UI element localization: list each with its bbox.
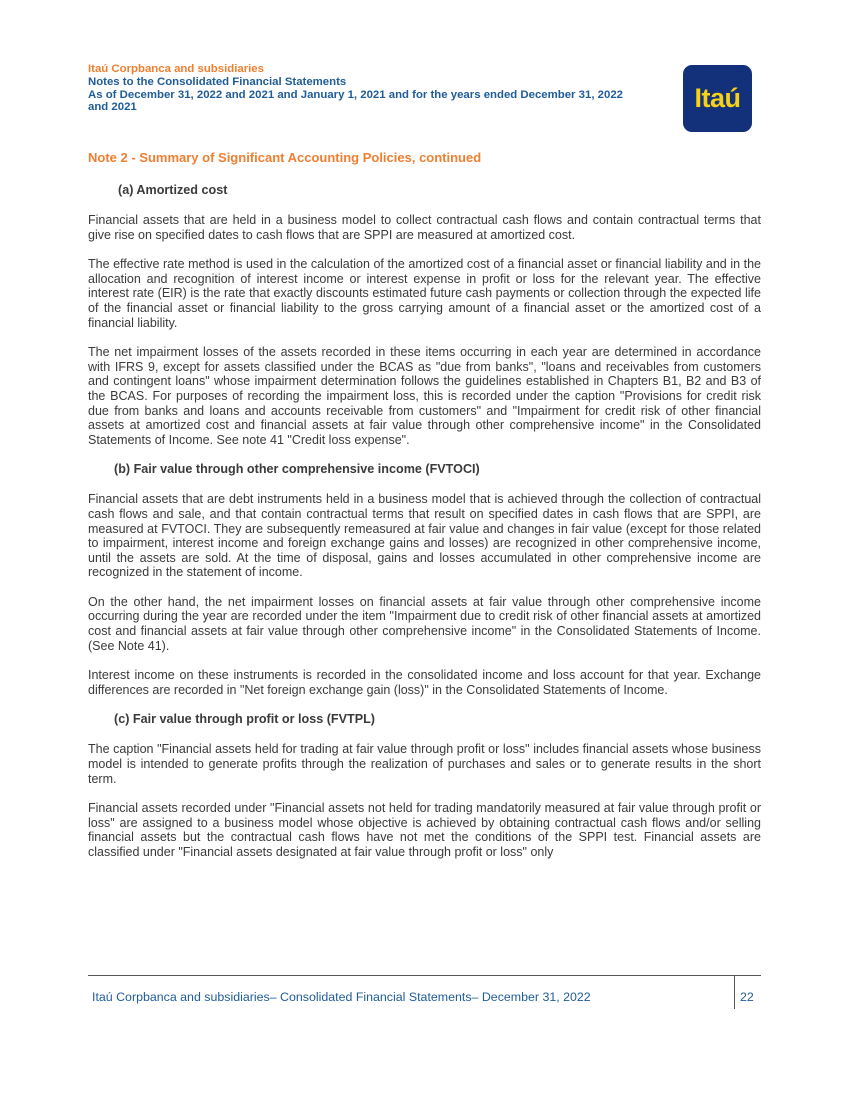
footer-rule xyxy=(88,975,761,976)
note-title: Note 2 - Summary of Significant Accounting Policies, continued xyxy=(88,150,482,165)
header-company: Itaú Corpbanca and subsidiaries xyxy=(88,63,264,75)
header-period-line1: As of December 31, 2022 and 2021 and January 1, 2021 and for the years ended December 31, 2022 xyxy=(88,88,623,101)
section-a-paragraph-3: The net impairment losses of the assets recorded in these items occurring in each year are determined in accordance with IFRS 9, except for assets classified under the BCAS as "due from banks", "loans and receivables from customers and contingent loans" whose impairment determination follows the guidelines established in Chapters B1, B2 and B3 of the BCAS. For purposes of recording the impairment loss, this is recorded under the caption "Provisions for credit risk due from banks and loans and accounts receivable from customers" and "Impairment for credit risk of other financial assets at amortized cost and financial assets at fair value through other comprehensive income" in the Consolidated Statements of Income. See note 41 "Credit loss expense". xyxy=(88,345,761,447)
document-body xyxy=(88,183,761,875)
logo-text: Itaú xyxy=(694,83,741,113)
section-c-paragraph-1: The caption "Financial assets held for trading at fair value through profit or loss" includes financial assets whose business model is intended to generate profits through the realization of purchases and sales or to generate results in the short term. xyxy=(88,742,761,786)
footer-divider xyxy=(734,976,735,1009)
document-header xyxy=(88,63,688,114)
section-a-paragraph-2: The effective rate method is used in the calculation of the amortized cost of a financial asset or financial liability and in the allocation and recognition of interest income or interest expense in profit or loss for the relevant year. The effective interest rate (EIR) is the rate that exactly discounts estimated future cash payments or collection through the expected life of the financial asset or financial liability to the gross carrying amount of a financial asset or the amortized cost of a financial liability. xyxy=(88,257,761,330)
section-b-paragraph-3: Interest income on these instruments is recorded in the consolidated income and loss account for that year. Exchange differences are recorded in "Net foreign exchange gain (loss)" in the Consolidated Statements of Income. xyxy=(88,668,761,697)
section-a-paragraph-1: Financial assets that are held in a business model to collect contractual cash flows and contain contractual terms that give rise on specified dates to cash flows that are SPPI are measured at amortized cost. xyxy=(88,213,761,242)
section-b-paragraph-2: On the other hand, the net impairment losses on financial assets at fair value through other comprehensive income occurring during the year are recorded under the item "Impairment due to credit risk of other financial assets at amortized cost and financial assets at fair value through other comprehensive income" in the Consolidated Statements of Income. (See Note 41). xyxy=(88,594,761,653)
section-c-paragraph-2: Financial assets recorded under "Financial assets not held for trading mandatorily measured at fair value through profit or loss" are assigned to a business model whose objective is achieved by obtaining contractual cash flows and/or selling financial assets but the contractual cash flows have not met the conditions of the SPPI test. Financial assets are classified under "Financial assets designated at fair value through profit or loss" only xyxy=(88,801,761,859)
footer-text: Itaú Corpbanca and subsidiaries– Consolidated Financial Statements– December 31, 2022 xyxy=(92,990,591,1004)
section-b-paragraph-1: Financial assets that are debt instruments held in a business model that is achieved through the collection of contractual cash flows and sale, and that contain contractual terms that result on specified dates in cash flows that are SPPI, are measured at FVTOCI. They are subsequently remeasured at fair value and changes in fair value (except for those related to impairment, interest income and foreign exchange gains and losses) are recognized in other comprehensive income, until the assets are sold. At the time of disposal, gains and losses accumulated in other comprehensive income are recognized in the statement of income. xyxy=(88,492,761,580)
header-title: Notes to the Consolidated Financial Statements xyxy=(88,75,347,88)
itau-logo xyxy=(683,65,752,132)
section-b-heading: (b) Fair value through other comprehensive income (FVTOCI) xyxy=(114,462,480,477)
page-number: 22 xyxy=(740,990,754,1004)
header-period-line2: and 2021 xyxy=(88,101,137,114)
section-c-heading: (c) Fair value through profit or loss (FVTPL) xyxy=(114,712,375,727)
section-a-heading: (a) Amortized cost xyxy=(118,183,228,197)
